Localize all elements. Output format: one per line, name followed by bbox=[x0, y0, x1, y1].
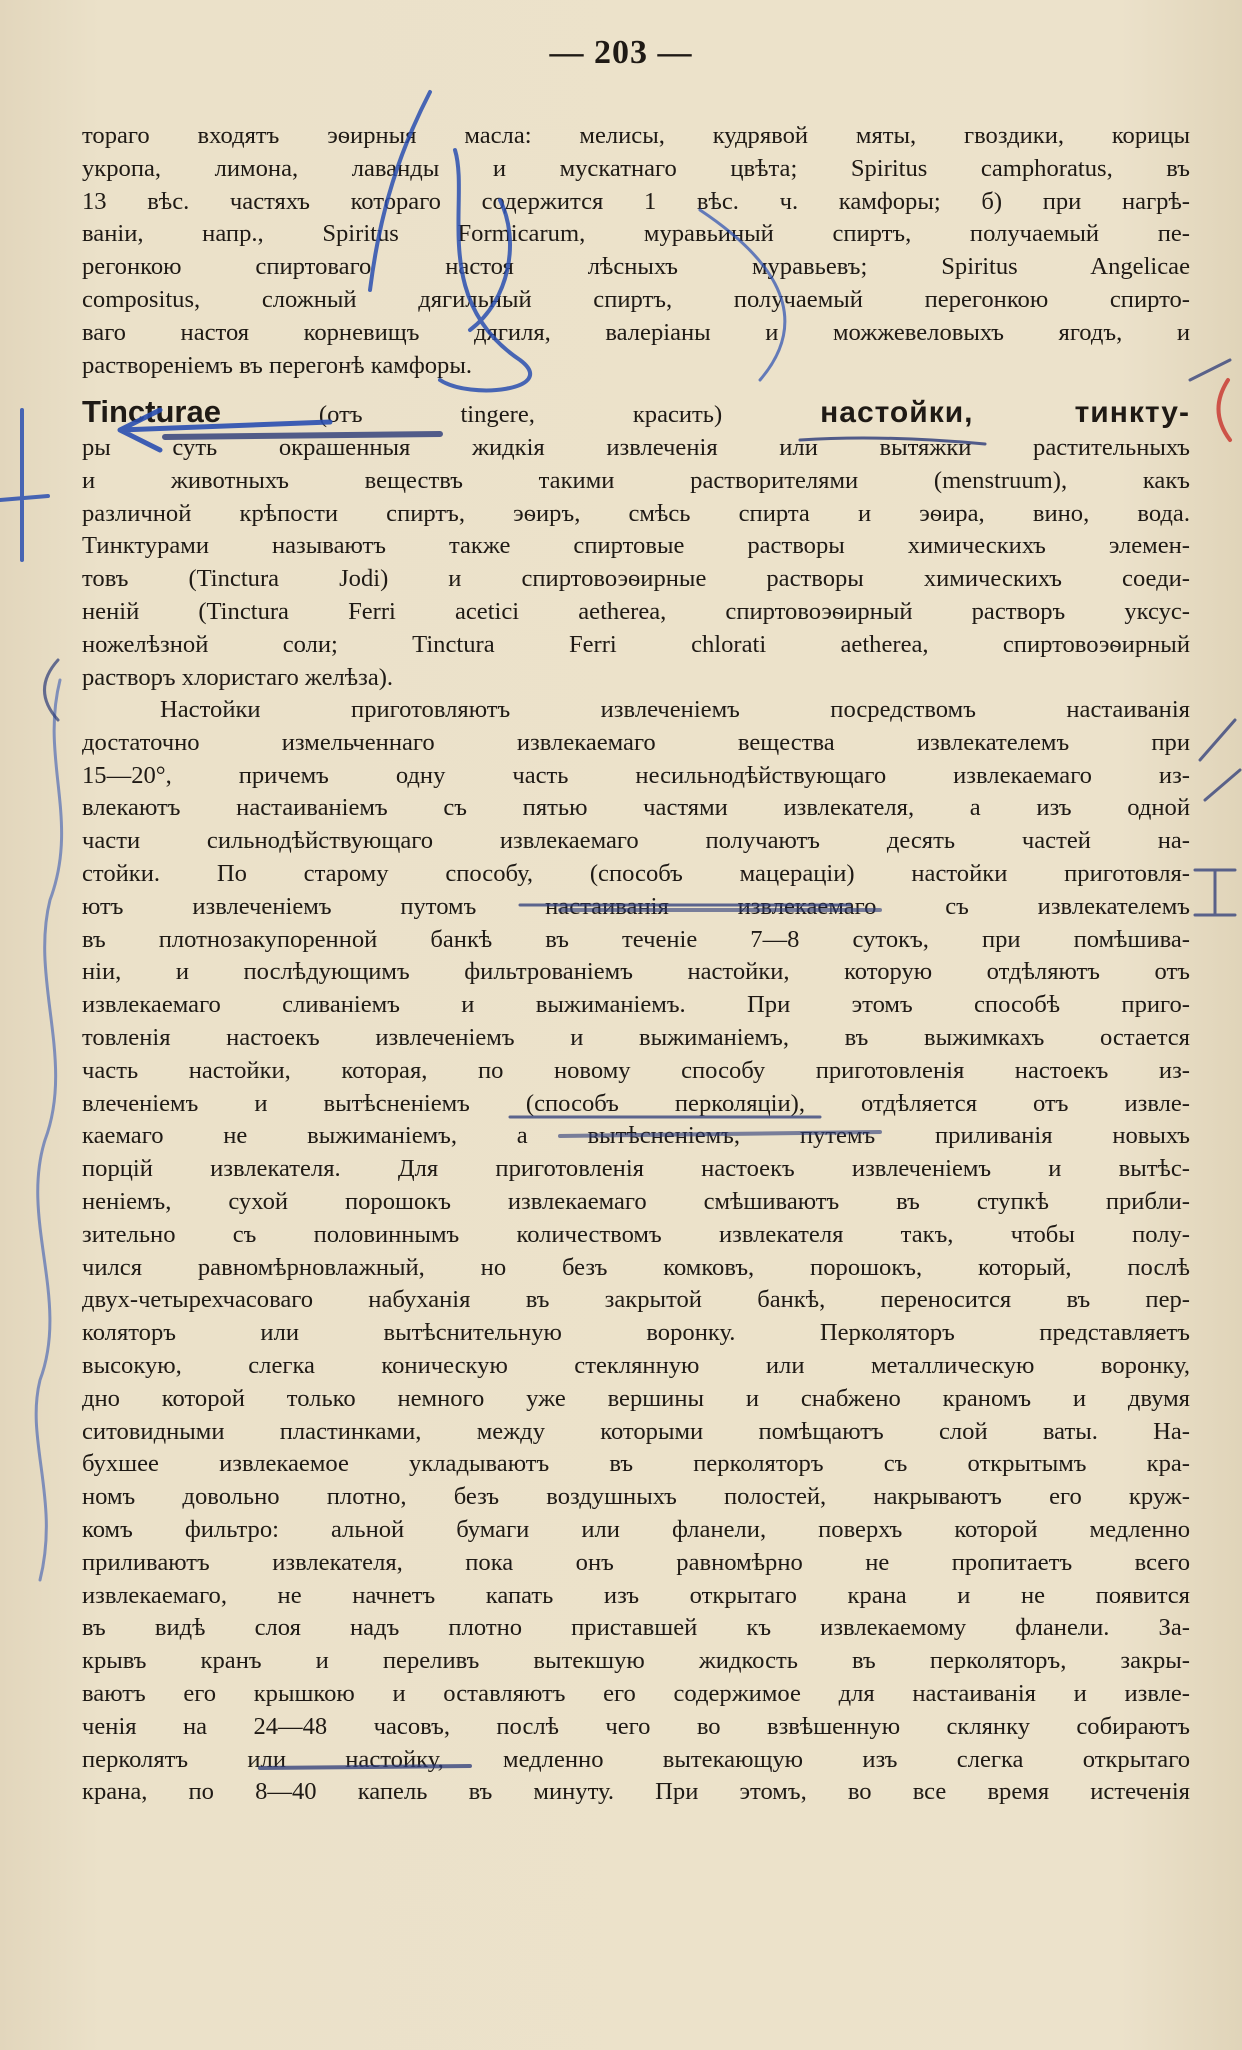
term-translation: настойки, тинкту- bbox=[820, 396, 1190, 429]
text-line: извлекаемаго сливаніемъ и выжиманіемъ. При этомъ способѣ приго- bbox=[82, 991, 1190, 1019]
paragraph-tincturae bbox=[82, 392, 1190, 694]
red-margin-mark-icon bbox=[1218, 380, 1230, 440]
text-line: неніемъ, сухой порошокъ извлекаемаго смѣшиваютъ въ ступкѣ прибли- bbox=[82, 1187, 1190, 1215]
paragraph-preparation bbox=[82, 694, 1190, 1809]
text-line: 13 вѣс. частяхъ котораго содержится 1 вѣс. ч. камфоры; б) при нагрѣ- bbox=[82, 187, 1190, 215]
text-line: приливаютъ извлекателя, пока онъ равномѣрно не пропитаетъ всего bbox=[82, 1548, 1190, 1576]
text-line: извлекаемаго, не начнетъ капать изъ открытаго крана и не появится bbox=[82, 1581, 1190, 1609]
text-line: высокую, слегка коническую стеклянную или металлическую воронку, bbox=[82, 1351, 1190, 1379]
text-line: растворъ хлористаго желѣза). bbox=[82, 663, 394, 691]
text-line: влекаютъ настаиваніемъ съ пятью частями извлекателя, а изъ одной bbox=[82, 794, 1190, 822]
text-line: ченія на 24—48 часовъ, послѣ чего во взвѣшенную склянку собираютъ bbox=[82, 1712, 1190, 1740]
term-etymology: (отъ tingere, красить) bbox=[220, 401, 821, 428]
text-line: зительно съ половиннымъ количествомъ извлекателя такъ, чтобы полу- bbox=[82, 1220, 1190, 1248]
text-line: ніи, и послѣдующимъ фильтрованіемъ настойки, которую отдѣляютъ отъ bbox=[82, 958, 1190, 986]
right-margin-slash-icon bbox=[1190, 360, 1240, 800]
text-line: товъ (Tinctura Jodi) и спиртовоэѳирные растворы химическихъ соеди- bbox=[82, 565, 1190, 593]
text-line: compositus, сложный дягильный спиртъ, получаемый перегонкою спирто- bbox=[82, 285, 1190, 313]
text-line: въ плотнозакупоренной банкѣ въ теченіе 7—8 сутокъ, при помѣшива- bbox=[82, 925, 1190, 953]
text-line: регонкою спиртоваго настоя лѣсныхъ муравьевъ; Spiritus Angelicae bbox=[82, 253, 1190, 281]
text-line: комъ фильтро: альной бумаги или фланели, поверхъ которой медленно bbox=[82, 1515, 1190, 1543]
text-line: чился равномѣрновлажный, но безъ комковъ, порошокъ, который, послѣ bbox=[82, 1253, 1190, 1281]
text-line: ютъ извлеченіемъ путомъ настаиванія извлекаемаго съ извлекателемъ bbox=[82, 892, 1190, 920]
text-line: двух-четырехчасоваго набуханія въ закрытой банкѣ, переносится въ пер- bbox=[82, 1286, 1190, 1314]
margin-paren-icon bbox=[45, 660, 59, 720]
text-line: ситовидными пластинками, между которыми помѣщаютъ слой ваты. На- bbox=[82, 1417, 1190, 1445]
paragraph-spiritus bbox=[82, 120, 1190, 382]
text-line: крывъ кранъ и переливъ вытекшую жидкость въ перколяторъ, закры- bbox=[82, 1647, 1190, 1675]
margin-handwriting-icon bbox=[36, 680, 61, 1580]
text-line: 15—20°, причемъ одну часть несильнодѣйствующаго извлекаемаго из- bbox=[82, 761, 1190, 789]
text-line: каемаго не выжиманіемъ, а вытѣсненіемъ, путемъ приливанія новыхъ bbox=[82, 1122, 1190, 1150]
text-line: бухшее извлекаемое укладываютъ въ перколяторъ съ открытымъ кра- bbox=[82, 1450, 1190, 1478]
text-line: достаточно измельченнаго извлекаемаго вещества извлекателемъ при bbox=[82, 728, 1190, 756]
text-line: порцій извлекателя. Для приготовленія настоекъ извлеченіемъ и вытѣс- bbox=[82, 1155, 1190, 1183]
text-line: часть настойки, которая, по новому способу приготовленія настоекъ из- bbox=[82, 1056, 1190, 1084]
text-line: въ видѣ слоя надъ плотно приставшей къ извлекаемому фланели. За- bbox=[82, 1614, 1190, 1642]
text-line: товленія настоекъ извлеченіемъ и выжиманіемъ, въ выжимкахъ остается bbox=[82, 1023, 1190, 1051]
text-line: номъ довольно плотно, безъ воздушныхъ полостей, накрываютъ его круж- bbox=[82, 1483, 1190, 1511]
text-line: неній (Tinctura Ferri acetici aetherea, спиртовоэѳирный растворъ уксус- bbox=[82, 597, 1190, 625]
text-line: укропа, лимона, лаванды и мускатнаго цвѣта; Spiritus camphoratus, въ bbox=[82, 154, 1190, 182]
text-line: ножелѣзной соли; Tinctura Ferri chlorati aetherea, спиртовоэѳирный bbox=[82, 630, 1190, 658]
heading-line bbox=[82, 392, 1190, 432]
right-margin-bracket-icon bbox=[1195, 870, 1235, 915]
text-line: дно которой только немного уже вершины и снабжено краномъ и двумя bbox=[82, 1384, 1190, 1412]
text-line: части сильнодѣйствующаго извлекаемаго получаютъ десять частей на- bbox=[82, 827, 1190, 855]
text-line: ваютъ его крышкою и оставляютъ его содержимое для настаиванія и извле- bbox=[82, 1679, 1190, 1707]
text-line: различной крѣпости спиртъ, эѳиръ, смѣсь спирта и эѳира, вино, вода. bbox=[82, 499, 1190, 527]
text-line: тораго входятъ эѳирныя масла: мелисы, кудрявой мяты, гвоздики, корицы bbox=[82, 122, 1190, 149]
text-line: раствореніемъ въ перегонѣ камфоры. bbox=[82, 351, 473, 379]
text-line: стойки. По старому способу, (способъ мацераціи) настойки приготовля- bbox=[82, 859, 1190, 887]
page-number: — 203 — bbox=[549, 34, 693, 71]
text-line: перколятъ или настойку, медленно вытекающую изъ слегка открытаго bbox=[82, 1745, 1190, 1773]
text-line: ры суть окрашенныя жидкія извлеченія или вытяжки растительныхъ bbox=[82, 434, 1190, 461]
text-line: Настойки приготовляютъ извлеченіемъ посредствомъ настаиванія bbox=[160, 696, 1190, 723]
text-line: коляторъ или вытѣснительную воронку. Перколяторъ представляетъ bbox=[82, 1319, 1190, 1347]
text-line: ваго настоя корневищъ дягиля, валеріаны и можжевеловыхъ ягодъ, и bbox=[82, 318, 1190, 346]
term-tincturae: Tincturae bbox=[82, 394, 221, 429]
text-line: ваніи, напр., Spiritus Formicarum, муравьиный спиртъ, получаемый пе- bbox=[82, 220, 1190, 248]
text-line: влеченіемъ и вытѣсненіемъ (способъ перколяціи), отдѣляется отъ извле- bbox=[82, 1089, 1190, 1117]
text-line: крана, по 8—40 капель въ минуту. При этомъ, во все время истеченія bbox=[82, 1778, 1190, 1806]
blue-plus-icon bbox=[0, 410, 48, 560]
text-line: Тинктурами называютъ также спиртовые растворы химическихъ элемен- bbox=[82, 532, 1190, 560]
text-line: и животныхъ веществъ такими растворителями (menstruum), какъ bbox=[82, 466, 1190, 494]
